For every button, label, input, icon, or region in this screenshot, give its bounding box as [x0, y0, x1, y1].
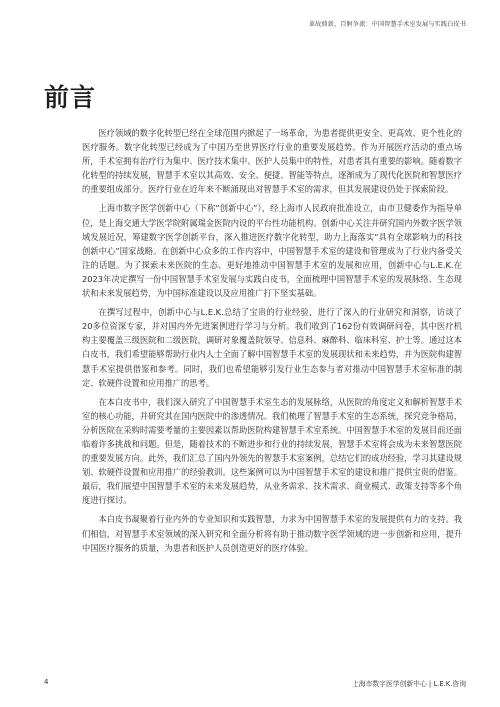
paragraph: 医疗领域的数字化转型已经在全球范围内掀起了一场革命，为患者提供更安全、更高效、更个性化的医疗服务。数字化转型已经成为了中国乃至世界医疗行业的重要发展趋势。作为开展医疗活动的重点场所，手术室拥有治疗行为集中、医疗技术集中、医护人员集中的特性，对患者具有重要的影响。随着数字化转型的持续发展，智慧手术室以其高效、安全、便捷、智能等特点，逐渐成为了现代化医院和智慧医疗的重要组成部分。医疗行业在近年来不断涌现出对智慧手术室的需求，但其发展建设仍处于探索阶段。 [82, 128, 462, 195]
paragraph: 在本白皮书中，我们深入研究了中国智慧手术室生态的发展脉络，从医院的角度定义和解析智慧手术室的核心功能，并研究其在国内医院中的渗透情况。我们梳理了智慧手术室的生态系统，探究竞争格局，分析医院在采购时需要考量的主要因素以帮助医院构建智慧手术室系统。中国智慧手术室的发展目前还面临着许多挑战和问题。但是，随着技术的不断进步和行业的持续发展，智慧手术室将会成为未来智慧医院的重要发展方向。此外，我们汇总了国内外领先的智慧手术室案例，总结它们的成功经验，学习其建设规划、软硬件设置和应用推广的经验教训。这些案例可以为中国智慧手术室的建设和推广提供宝贵的借鉴。最后，我们展望中国智慧手术室的未来发展趋势，从业务需求、技术需求、商业模式、政策支持等多个角度进行探讨。 [82, 396, 462, 506]
section-title: 前言 [44, 83, 97, 112]
footer-source: 上海市数字医学创新中心 | L.E.K.咨询 [352, 680, 466, 688]
paragraph: 上海市数字医学创新中心（下称“创新中心”），经上海市人民政府批准设立，由市卫健委作为指导单位，是上海交通大学医学院附属瑞金医院内设的平台性功能机构。创新中心关注并研究国内外数字医学领域发展近况，筹建数字医学创新平台，深入推进医疗数字化转型，助力上海落实“具有全球影响力的科技创新中心”国家战略。在创新中心众多的工作内容中，中国智慧手术室的建设和管理成为了行业内备受关注的话题。为了探索未来医院的生态、更好地推动中国智慧手术室的发展和应用，创新中心与L.E.K.在2023年决定撰写一份中国智慧手术室发展与实践白皮书，全面梳理中国智慧手术室的发展脉络、生态现状和未来发展趋势，为中国标准建设以及应用推广打下坚实基础。 [82, 203, 462, 299]
paragraph: 在撰写过程中，创新中心与L.E.K.总结了宝贵的行业经验，进行了深入的行业研究和洞察，访谈了20多位资深专家，并对国内外先进案例进行学习与分析。我们收到了162份有效调研问卷，其中医疗机构主要覆盖三级医院和二级医院，调研对象覆盖院领导、信息科、麻醉科、临床科室、护士等。通过这本白皮书，我们希望能够帮助行业内人士全面了解中国智慧手术室的发展现状和未来趋势，并为医院构建智慧手术室提供借鉴和参考。同时，我们也希望能够引发行业生态参与者对推动中国智慧手术室标准的制定、软硬件设置和应用推广的思考。 [82, 307, 462, 388]
running-header: 革故鼎新，百舸争流：中国智慧手术室发展与实践白皮书 [308, 21, 466, 28]
page-number: 4 [44, 678, 49, 686]
body-text [82, 126, 462, 560]
paragraph: 本白皮书凝聚着行业内外的专业知识和实践智慧，力求为中国智慧手术室的发展提供有力的支持。我们相信，对智慧手术室领域的深入研究和全面分析将有助于推动数字医学领域的进一步创新和应用，提升中国医疗服务的质量，为患者和医护人员创造更好的医疗体验。 [82, 514, 462, 553]
